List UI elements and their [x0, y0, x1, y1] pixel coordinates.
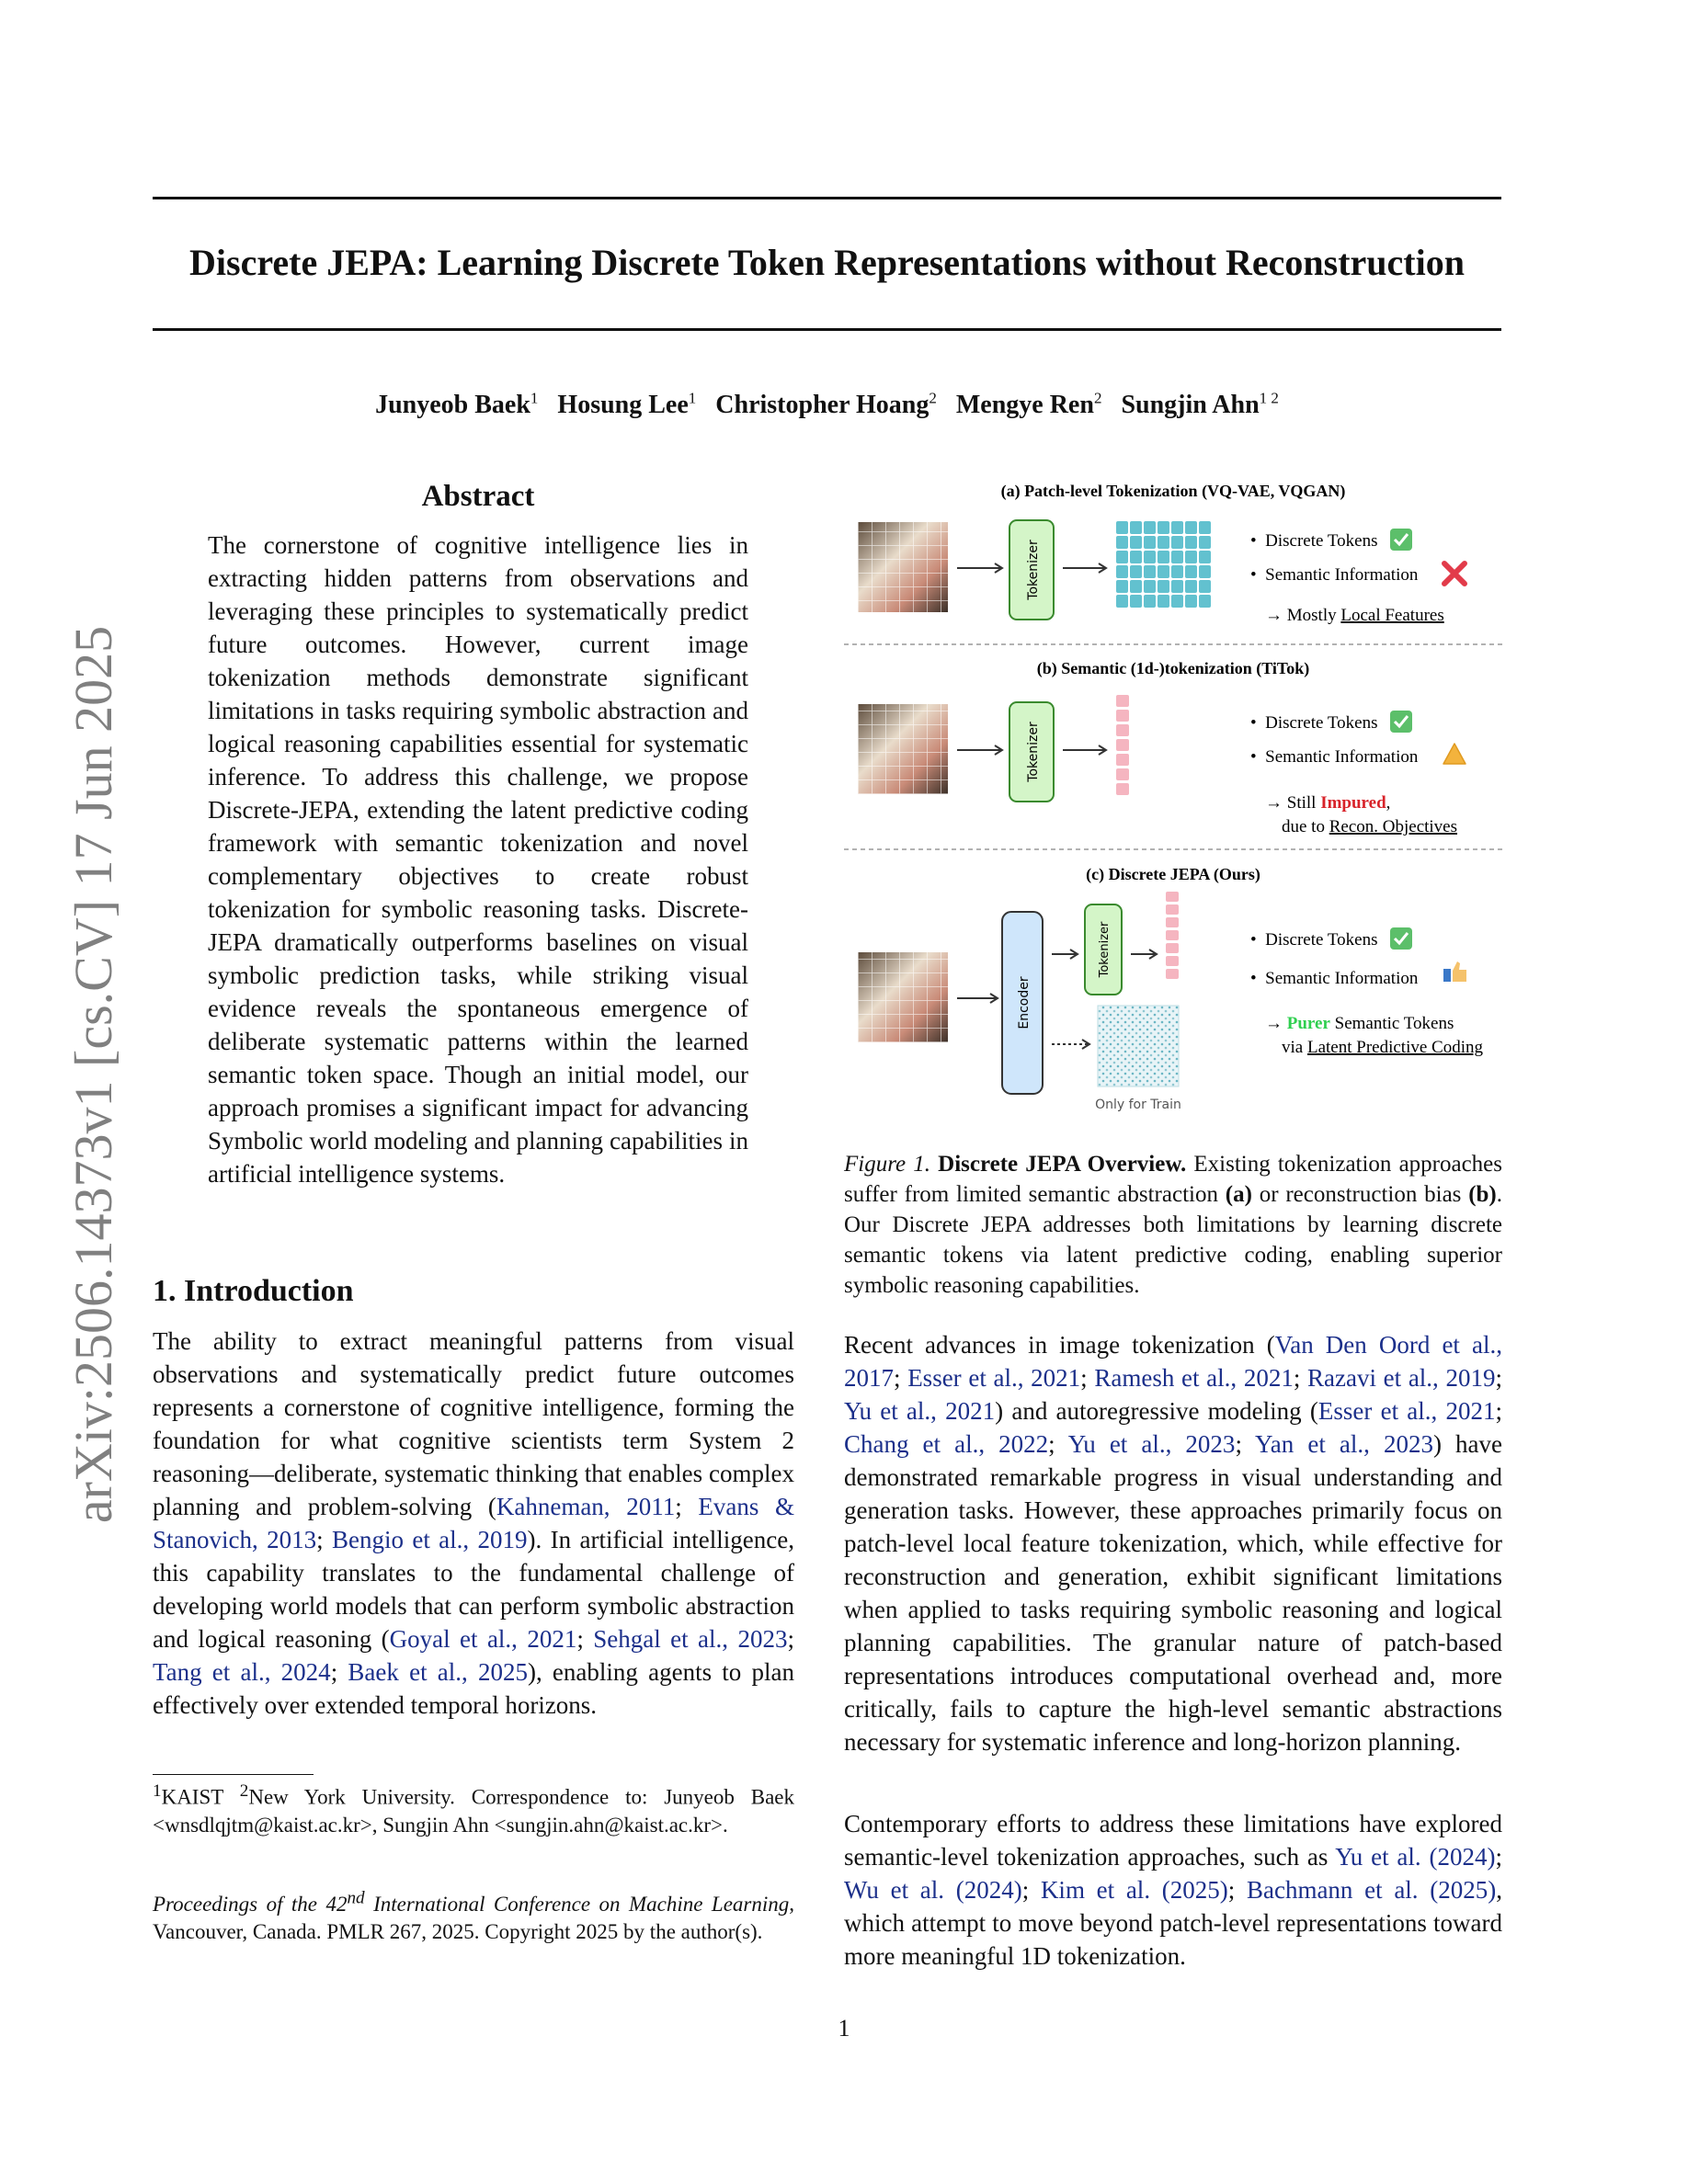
patch-token [1130, 565, 1142, 578]
page-number: 1 [838, 2015, 850, 2042]
citation-link[interactable]: Kahneman, 2011 [496, 1493, 676, 1520]
patch-token [1199, 551, 1211, 563]
patch-token [1144, 536, 1156, 549]
citation-link[interactable]: Razavi et al., 2019 [1307, 1364, 1496, 1392]
legend-item: • Semantic Information [1250, 565, 1419, 585]
patch-token [1144, 565, 1156, 578]
abstract-text: The cornerstone of cognitive intelligence lies in extracting hidden patterns from observations and leveraging these principles to systematically predict future outcomes. However, current image tokenization methods demonstrate significant limitations in tasks requiring symbolic abstraction and logical reasoning capabilities essential for systematic inference. To address this challenge, we propose Discrete-JEPA, extending the latent predictive coding framework with semantic tokenization and novel complementary objectives to create robust tokenization for symbolic reasoning tasks. Discrete-JEPA dramatically outperforms baselines on visual symbolic prediction tasks, while striking visual evidence reveals the spontaneous emergence of deliberate systematic patterns within the learned semantic token space. Though an initial model, our approach promises a significant impact for advancing Symbolic world modeling and planning capabilities in artificial intelligence systems. [208, 531, 748, 1188]
patch-token [1130, 536, 1142, 549]
panel-a-title: (a) Patch-level Tokenization (VQ-VAE, VQGAN) [1000, 482, 1346, 500]
patch-token [1130, 521, 1142, 534]
check-icon [1390, 927, 1412, 950]
footnote-affiliations: $^1$KAIST $^2$New York University. Correspondence to: Junyeob Baek <wnsdlqjtm@kaist.ac.kr>, Sungjin Ahn <sungjin.ahn@kaist.ac.kr>. [153, 1781, 794, 1837]
citation-link[interactable]: Evans & Stanovich, 2013 [153, 1493, 794, 1553]
check-icon [1390, 529, 1412, 551]
patch-token [1130, 580, 1142, 593]
citation-link[interactable]: Yu et al., 2023 [1067, 1430, 1236, 1458]
arrow-right-icon [957, 994, 998, 1003]
arrow-right-icon [1063, 563, 1106, 573]
semantic-token [1166, 930, 1179, 940]
citation-link[interactable]: Wu et al. (2024) [844, 1876, 1022, 1904]
semantic-token [1116, 695, 1129, 707]
title-bottom-rule [153, 328, 1501, 331]
semantic-token [1116, 739, 1129, 751]
patch-token [1185, 521, 1197, 534]
semantic-token-column [1116, 695, 1129, 795]
footnote-proceedings: Proceedings of the 42nd International Conference on Machine Learning, Vancouver, Canada. PMLR 267, 2025. Copyright 2025 by the author(s). [153, 1888, 794, 1943]
semantic-token [1166, 969, 1179, 979]
citation-link[interactable]: Kim et al. (2025) [1040, 1876, 1228, 1904]
arrow-right-icon [1063, 745, 1106, 755]
panel-c-title: (c) Discrete JEPA (Ours) [1086, 865, 1260, 883]
patch-token [1185, 580, 1197, 593]
panel-b-note: due to Recon. Objectives [1282, 817, 1458, 836]
footnote-rule [153, 1774, 314, 1775]
tokenizer-label: Tokenizer [1026, 540, 1041, 600]
citation-link[interactable]: Yu et al. (2024) [1335, 1843, 1496, 1871]
patch-token [1171, 580, 1183, 593]
panel-b-note: → Still Impured, [1265, 793, 1391, 813]
arxiv-stamp: arXiv:2506.14373v1 [cs.CV] 17 Jun 2025 [63, 625, 123, 1524]
citation-link[interactable]: Yu et al., 2021 [844, 1397, 996, 1425]
train-only-label: Only for Train [1095, 1098, 1181, 1112]
semantic-token [1166, 892, 1179, 902]
patch-token [1199, 521, 1211, 534]
panel-c-note: → Purer Semantic Tokens [1265, 1014, 1454, 1033]
author: Hosung Lee$^1$ [557, 390, 697, 420]
thumbs-up-icon [1443, 961, 1466, 982]
legend-item: • Discrete Tokens [1250, 531, 1378, 551]
patch-token [1199, 580, 1211, 593]
author-list [153, 390, 1501, 420]
patch-token [1158, 565, 1169, 578]
panel-a-note: → Mostly Local Features [1265, 606, 1444, 625]
semantic-token [1166, 943, 1179, 953]
patch-token [1199, 595, 1211, 608]
legend-item: • Semantic Information [1250, 747, 1419, 767]
citation-link[interactable]: Esser et al., 2021 [907, 1364, 1081, 1392]
patch-token [1116, 595, 1128, 608]
title-top-rule [153, 197, 1501, 199]
citation-link[interactable]: Sehgal et al., 2023 [593, 1625, 788, 1653]
legend-item: • Discrete Tokens [1250, 713, 1378, 733]
patch-token [1171, 536, 1183, 549]
patch-token [1116, 536, 1128, 549]
patch-token [1144, 580, 1156, 593]
arrow-right-icon [957, 563, 1002, 573]
semantic-token [1116, 710, 1129, 722]
author: Junyeob Baek$^1$ [375, 390, 539, 420]
arrow-right-icon [1052, 950, 1078, 959]
patch-token [1130, 595, 1142, 608]
warning-icon [1443, 744, 1466, 764]
image-thumbnail [858, 952, 948, 1042]
paper-title: Discrete JEPA: Learning Discrete Token Representations without Reconstruction [189, 242, 1465, 283]
patch-token [1144, 521, 1156, 534]
semantic-token [1166, 917, 1179, 927]
section-heading-introduction: 1. Introduction [153, 1274, 354, 1308]
panel-b-title: (b) Semantic (1d-)tokenization (TiTok) [1036, 659, 1310, 677]
patch-token [1185, 551, 1197, 563]
author: Sungjin Ahn$^{1 2}$ [1121, 390, 1279, 420]
citation-link[interactable]: Goyal et al., 2021 [389, 1625, 577, 1653]
body-paragraph: Recent advances in image tokenization (Van Den Oord et al., 2017; Esser et al., 2021; Ramesh et al., 2021; Razavi et al., 2019; Yu et al., 2021) and autoregressive modeling (Esser et al., 2021; Chang et al., 2022; Yu et al., 2023; Yan et al., 2023) have demonstrated remarkable progress in visual understanding and generation tasks. However, these approaches primarily focus on patch-level local feature tokenization, which, while effective for reconstruction and generation, exhibit significant limitations when applied to tasks requiring symbolic reasoning and logical planning capabilities. The granular nature of patch-based representations introduces computational overhead and, more critically, fails to capture the high-level semantic abstractions necessary for systematic inference and long-horizon planning. [844, 1331, 1503, 1756]
arrow-right-icon [1131, 950, 1157, 959]
patch-token [1130, 551, 1142, 563]
patch-token [1116, 521, 1128, 534]
citation-link[interactable]: Bachmann et al. (2025) [1246, 1876, 1497, 1904]
tokenizer-label: Tokenizer [1026, 722, 1041, 782]
body-paragraph: Contemporary efforts to address these limitations have explored semantic-level tokenization approaches, such as Yu et al. (2024); Wu et al. (2024); Kim et al. (2025); Bachmann et al. (2025), which attempt to move beyond patch-level representations toward more meaningful 1D tokenization. [844, 1810, 1502, 1970]
citation-link[interactable]: Ramesh et al., 2021 [1094, 1364, 1294, 1392]
patch-token-grid [1116, 521, 1211, 608]
patch-token [1185, 595, 1197, 608]
author: Christopher Hoang$^2$ [715, 390, 937, 420]
arrow-right-icon [957, 745, 1002, 755]
patch-token [1199, 536, 1211, 549]
tokenizer-label: Tokenizer [1098, 921, 1112, 978]
dotted-arrow-icon [1052, 1040, 1089, 1049]
semantic-token [1116, 754, 1129, 766]
citation-link[interactable]: Yan et al., 2023 [1255, 1430, 1433, 1458]
check-icon [1390, 711, 1412, 733]
patch-token [1171, 595, 1183, 608]
legend-item: • Discrete Tokens [1250, 930, 1378, 950]
figure-caption: Figure 1. Discrete JEPA Overview. Existing tokenization approaches suffer from limited semantic abstraction (a) or reconstruction bias (b). Our Discrete JEPA addresses both limitations by learning discrete semantic tokens via latent predictive coding, enabling superior symbolic reasoning capabilities. [844, 1152, 1503, 1298]
patch-token [1116, 580, 1128, 593]
patch-token [1171, 565, 1183, 578]
patch-token [1158, 595, 1169, 608]
patch-token [1185, 565, 1197, 578]
patch-token [1116, 551, 1128, 563]
cross-icon [1444, 563, 1465, 584]
citation-link[interactable]: Chang et al., 2022 [844, 1430, 1049, 1458]
image-thumbnail [858, 704, 948, 794]
citation-link[interactable]: Tang et al., 2024 [153, 1658, 331, 1686]
patch-token [1144, 551, 1156, 563]
image-thumbnail [858, 522, 948, 612]
citation-link[interactable]: Esser et al., 2021 [1317, 1397, 1496, 1425]
abstract-heading: Abstract [421, 480, 535, 513]
citation-link[interactable]: Baek et al., 2025 [348, 1658, 528, 1686]
semantic-token [1116, 724, 1129, 736]
semantic-token-column [1166, 892, 1179, 979]
semantic-token [1166, 904, 1179, 915]
patch-token [1171, 551, 1183, 563]
encoder-label: Encoder [1017, 976, 1032, 1029]
semantic-token [1166, 956, 1179, 966]
author: Mengye Ren$^2$ [955, 390, 1102, 420]
legend-item: • Semantic Information [1250, 969, 1419, 988]
patch-token [1116, 565, 1128, 578]
panel-c-note: via Latent Predictive Coding [1282, 1038, 1483, 1057]
patch-token [1158, 551, 1169, 563]
citation-link[interactable]: Bengio et al., 2019 [331, 1526, 528, 1553]
intro-paragraph: The ability to extract meaningful patterns from visual observations and systematically predict future outcomes represents a cornerstone of cognitive intelligence, forming the foundation for what cognitive scientists term System 2 reasoning—deliberate, systematic thinking that enables complex planning and problem-solving (Kahneman, 2011; Evans & Stanovich, 2013; Bengio et al., 2019). In artificial intelligence, this capability translates to the fundamental challenge of developing world models that can perform symbolic abstraction and logical reasoning (Goyal et al., 2021; Sehgal et al., 2023; Tang et al., 2024; Baek et al., 2025), enabling agents to plan effectively over extended temporal horizons. [153, 1327, 794, 1719]
patch-token [1158, 580, 1169, 593]
patch-token [1144, 595, 1156, 608]
semantic-token [1116, 783, 1129, 795]
patch-token [1158, 536, 1169, 549]
patch-token [1199, 565, 1211, 578]
semantic-token [1116, 768, 1129, 780]
figure-1-overview [844, 476, 1502, 1120]
patch-token [1171, 521, 1183, 534]
patch-token [1185, 536, 1197, 549]
latent-target-map [1098, 1006, 1179, 1086]
citation-link[interactable]: Van Den Oord et al., 2017 [844, 1331, 1502, 1392]
patch-token [1158, 521, 1169, 534]
